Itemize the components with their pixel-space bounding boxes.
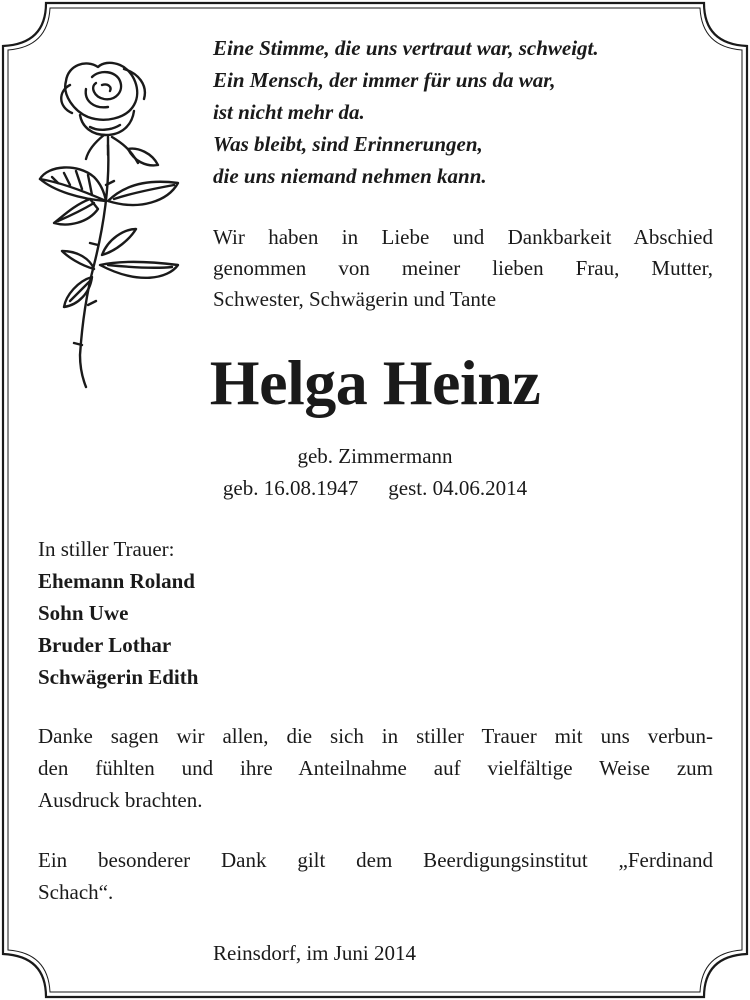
mourning-heading: In stiller Trauer: [38, 537, 175, 561]
special-thanks-line: Ein besonderer Dank gilt dem Beerdigungsinstitut „Ferdinand [38, 848, 713, 872]
poem-line: Ein Mensch, der immer für uns da war, [213, 68, 556, 92]
death-date: gest. 04.06.2014 [388, 476, 528, 500]
mourners-block [38, 533, 718, 693]
deceased-name: Helga Heinz [209, 347, 541, 418]
poem-line: die uns niemand nehmen kann. [213, 164, 487, 188]
memorial-poem [213, 32, 713, 192]
mourner-name: Schwägerin Edith [38, 665, 199, 689]
farewell-intro [213, 222, 713, 315]
thanks-line: den fühlten und ihre Anteilnahme auf vielfältige Weise zum [38, 756, 713, 780]
mourner-name: Sohn Uwe [38, 601, 129, 625]
life-dates [0, 473, 750, 503]
birth-date: geb. 16.08.1947 [222, 476, 359, 500]
special-thanks-line: Schach“. [38, 880, 114, 904]
birth-name: geb. Zimmermann [297, 444, 453, 468]
intro-line: Wir haben in Liebe und Dankbarkeit Abschied [213, 225, 713, 249]
thanks-paragraph [38, 720, 713, 816]
mourner-name: Bruder Lothar [38, 633, 172, 657]
poem-line: Was bleibt, sind Erinnerungen, [213, 132, 483, 156]
place-date: Reinsdorf, im Juni 2014 [213, 941, 416, 965]
rose-illustration [28, 55, 193, 395]
mourner-name: Ehemann Roland [38, 569, 195, 593]
thanks-line: Ausdruck brachten. [38, 788, 203, 812]
poem-line: Eine Stimme, die uns vertraut war, schweigt. [213, 36, 599, 60]
intro-line: Schwester, Schwägerin und Tante [213, 287, 497, 311]
thanks-line: Danke sagen wir allen, die sich in stiller Trauer mit uns verbun- [38, 724, 713, 748]
intro-line: genommen von meiner lieben Frau, Mutter, [213, 256, 713, 280]
special-thanks-paragraph [38, 844, 713, 908]
poem-line: ist nicht mehr da. [213, 100, 365, 124]
